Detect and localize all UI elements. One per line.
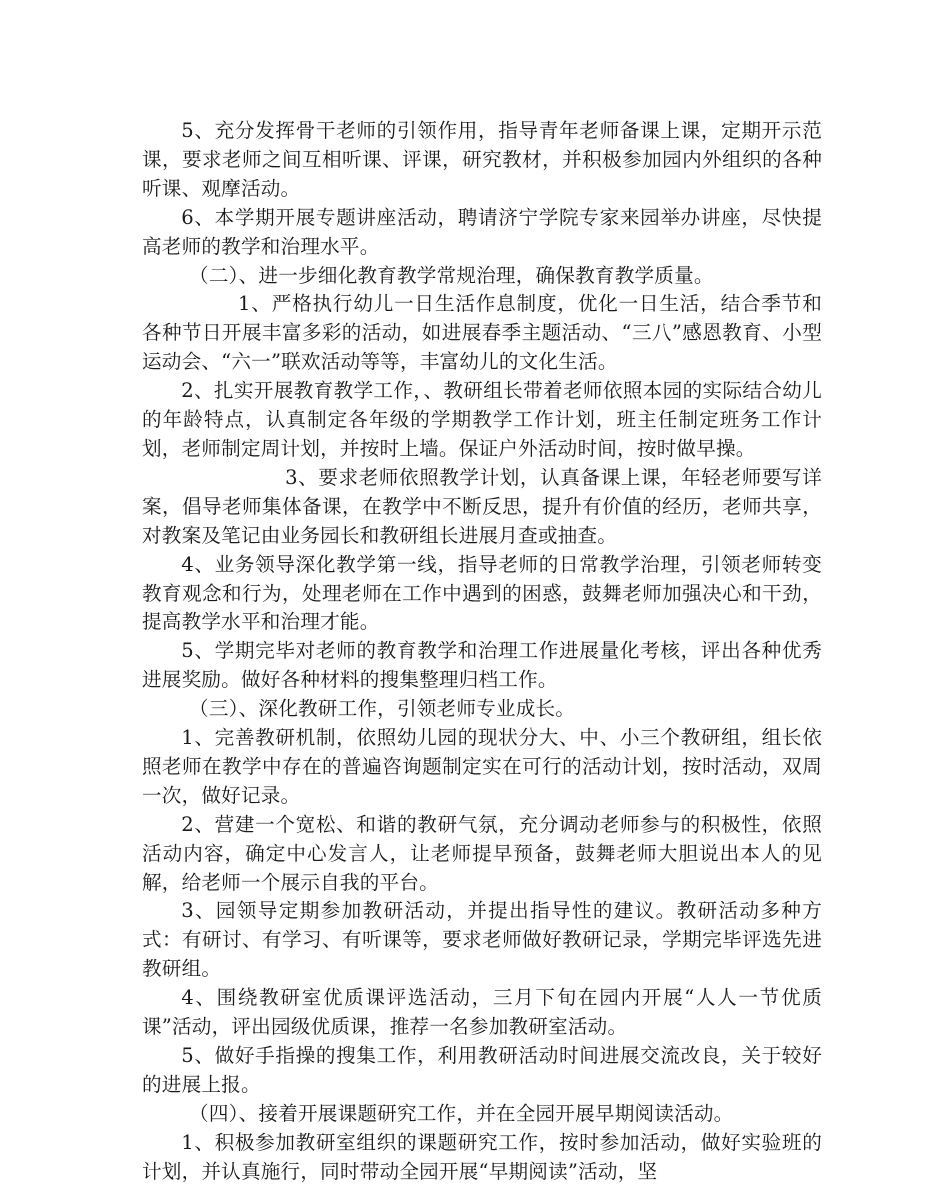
paragraph-7: 5、学期完毕对老师的教育教学和治理工作进展量化考核，评出各种优秀进展奖励。做好各种材料的搜集整理归档工作。 (142, 639, 822, 692)
paragraph-10: 3、园领导定期参加教研活动，并提出指导性的建议。教研活动多种方式：有研讨、有学习、有听课等，要求老师做好教研记录，学期完毕评选先进教研组。 (142, 899, 822, 981)
paragraph-1: 5、充分发挥骨干老师的引领作用，指导青年老师备课上课，定期开示范课，要求老师之间互相听课、评课，研究教材，并积极参加园内外组织的各种听课、观摩活动。 (142, 119, 822, 200)
paragraph-4: 2、扎实开展教育教学工作，、教研组长带着老师依照本园的实际结合幼儿的年龄特点，认真制定各年级的学期教学工作计划，班主任制定班务工作计划，老师制定周计划，并按时上墙。保证户外活动时间，按时做早操。 (142, 379, 822, 460)
paragraph-9: 2、营建一个宽松、和谐的教研气氛，充分调动老师参与的积极性，依照活动内容，确定中心发言人，让老师提早预备，鼓舞老师大胆说出本人的见解，给老师一个展示自我的平台。 (142, 812, 822, 894)
section-heading-4: （四）、接着开展课题研究工作，并在全园开展早期阅读活动。 (189, 1101, 734, 1125)
paragraph-8: 1、完善教研机制，依照幼儿园的现状分大、中、小三个教研组，组长依照老师在教学中存在的普遍咨询题制定实在可行的活动计划，按时活动，双周一次，做好记录。 (142, 726, 822, 807)
paragraph-13: 1、积极参加教研室组织的课题研究工作，按时参加活动，做好实验班的计划，并认真施行，同时带动全园开展“早期阅读”活动，坚 (142, 1130, 822, 1183)
paragraph-3: 1、严格执行幼儿一日生活作息制度，优化一日生活，结合季节和各种节日开展丰富多彩的活动，如进展春季主题活动、“三八”感恩教育、小型运动会、“六一”联欢活动等等，丰富幼儿的文化生活。 (142, 292, 822, 374)
section-heading-2: （二）、进一步细化教育教学常规治理，确保教育教学质量。 (189, 263, 714, 287)
document-body (142, 117, 822, 1187)
paragraph-12: 5、做好手指操的搜集工作，利用教研活动时间进展交流改良，关于较好的进展上报。 (142, 1044, 822, 1096)
paragraph-6: 4、业务领导深化教学第一线，指导老师的日常教学治理，引领老师转变教育观念和行为，处理老师在工作中遇到的困惑，鼓舞老师加强决心和干劲，提高教学水平和治理才能。 (142, 552, 822, 634)
section-heading-3: （三）、深化教研工作，引领老师专业成长。 (189, 697, 576, 721)
paragraph-11: 4、围绕教研室优质课评选活动，三月下旬在园内开展“人人一节优质课”活动，评出园级优质课，推荐一名参加教研室活动。 (142, 986, 822, 1039)
paragraph-5: 3、要求老师依照教学计划，认真备课上课，年轻老师要写详案，倡导老师集体备课，在教学中不断反思，提升有价值的经历，老师共享，对教案及笔记由业务园长和教研组长进展月查或抽查。 (142, 465, 822, 547)
paragraph-2: 6、本学期开展专题讲座活动，聘请济宁学院专家来园举办讲座，尽快提高老师的教学和治理水平。 (142, 205, 822, 258)
